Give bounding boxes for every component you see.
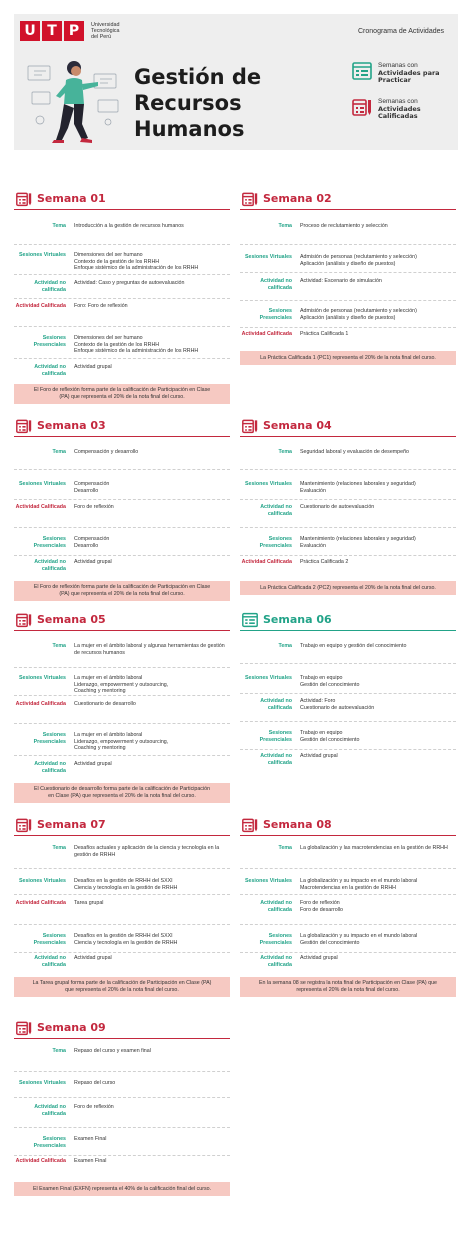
row-label: Actividad no calificada bbox=[34, 761, 66, 774]
row-label: Sesiones Virtuales bbox=[18, 252, 66, 258]
row-value: Repaso del curso y examen final bbox=[74, 1048, 151, 1054]
week-title: Semana 02 bbox=[263, 192, 332, 205]
row-tema bbox=[14, 449, 230, 456]
graded-calendar-icon bbox=[352, 98, 372, 116]
week-card-6 bbox=[240, 609, 456, 809]
row-separator bbox=[240, 749, 456, 750]
row-label: Actividad Calificada bbox=[241, 331, 292, 337]
row-label: Actividad no calificada bbox=[260, 955, 292, 968]
row-value: Actividad: Escenario de simulación bbox=[300, 278, 382, 284]
row-value: Examen Final bbox=[74, 1136, 107, 1142]
week-header bbox=[14, 1017, 230, 1039]
week-note: El Foro de reflexión forma parte de la calificación de Participación en Clase (PA) que representa el 20% de la nota final del curso. bbox=[14, 384, 230, 404]
row-label: Actividad Calificada bbox=[15, 504, 66, 510]
hero-banner bbox=[14, 48, 458, 150]
week-header bbox=[14, 188, 230, 210]
row-virtuales bbox=[240, 675, 456, 688]
row-virtuales bbox=[240, 254, 456, 267]
row-separator bbox=[240, 894, 456, 895]
row-separator bbox=[14, 555, 230, 556]
week-header bbox=[240, 415, 456, 437]
week-card-2 bbox=[240, 188, 456, 388]
row-label: Tema bbox=[278, 845, 292, 851]
row-value: La globalización y su impacto en el mundo laboral Macrotendencias en la gestión de RRHH bbox=[300, 878, 418, 891]
week-note: La Práctica Calificada 2 (PC2) representa el 20% de la nota final del curso. bbox=[240, 581, 456, 595]
week-header bbox=[14, 415, 230, 437]
row-value: Compensación Desarrollo bbox=[74, 536, 110, 549]
week-card-5 bbox=[14, 609, 230, 809]
week-title: Semana 09 bbox=[37, 1021, 106, 1034]
week-title: Semana 06 bbox=[263, 613, 332, 626]
row-separator bbox=[240, 499, 456, 500]
row-label: Tema bbox=[52, 449, 66, 455]
row-separator bbox=[14, 1127, 230, 1128]
row-separator bbox=[14, 1155, 230, 1156]
row-label: Actividad no calificada bbox=[260, 278, 292, 291]
graded-calendar-icon bbox=[242, 191, 258, 207]
week-card-8 bbox=[240, 814, 456, 1014]
row-value: Práctica Calificada 2 bbox=[300, 559, 349, 565]
week-note: El Examen Final (EXFN) representa el 40% de la calificación final del curso. bbox=[14, 1182, 230, 1196]
graded-calendar-icon bbox=[16, 418, 32, 434]
row-value: Actividad: Caso y preguntas de autoevaluación bbox=[74, 280, 185, 286]
row-label: Sesiones Presenciales bbox=[259, 933, 292, 946]
graded-calendar-icon bbox=[16, 191, 32, 207]
practice-calendar-icon bbox=[352, 62, 372, 80]
week-header bbox=[240, 609, 456, 631]
row-value: La mujer en el ámbito laboral y algunas herramientas de gestión de recursos humanos bbox=[74, 643, 225, 656]
row-presenciales bbox=[240, 308, 456, 321]
row-calificada bbox=[14, 504, 230, 511]
row-label: Actividad no calificada bbox=[260, 698, 292, 711]
section-title: Cronograma de Actividades bbox=[358, 27, 444, 35]
row-separator bbox=[240, 527, 456, 528]
row-tema bbox=[240, 449, 456, 456]
row-value: Cuestionario de autoevaluación bbox=[300, 504, 375, 510]
row-separator bbox=[14, 695, 230, 696]
row-separator bbox=[240, 244, 456, 245]
row-label: Actividad no calificada bbox=[260, 900, 292, 913]
row-separator bbox=[240, 469, 456, 470]
row-separator bbox=[14, 952, 230, 953]
row-value: Admisión de personas (reclutamiento y selección) Aplicación (análisis y diseño de puestos) bbox=[300, 308, 417, 321]
row-value: Foro de reflexión Foro de desarrollo bbox=[300, 900, 343, 913]
row-value: Trabajo en equipo Gestión del conocimiento bbox=[300, 675, 360, 688]
graded-calendar-icon bbox=[242, 418, 258, 434]
row-virtuales bbox=[14, 878, 230, 891]
row-virtuales bbox=[14, 481, 230, 494]
row-label: Actividad no calificada bbox=[34, 280, 66, 293]
row-label: Tema bbox=[52, 223, 66, 229]
row-separator bbox=[14, 868, 230, 869]
week-note: El Foro de reflexión forma parte de la calificación de Participación en Clase (PA) que representa el 20% de la nota final del curso. bbox=[14, 581, 230, 601]
week-card-4 bbox=[240, 415, 456, 615]
row-label: Actividad Calificada bbox=[241, 559, 292, 565]
row-tema bbox=[14, 845, 230, 858]
week-title: Semana 04 bbox=[263, 419, 332, 432]
row-value: Trabajo en equipo y gestión del conocimiento bbox=[300, 643, 407, 649]
row-presenciales bbox=[14, 536, 230, 549]
row-separator bbox=[14, 499, 230, 500]
row-value: Seguridad laboral y evaluación de desempeño bbox=[300, 449, 409, 455]
week-title: Semana 08 bbox=[263, 818, 332, 831]
row-label: Actividad Calificada bbox=[15, 701, 66, 707]
row-label: Tema bbox=[52, 643, 66, 649]
logo-name: Universidad Tecnológica del Perú bbox=[91, 22, 120, 40]
row-value: Desafíos en la gestión de RRHH del SXXI Ciencia y tecnología en la gestión de RRHH bbox=[74, 878, 178, 891]
row-separator bbox=[14, 274, 230, 275]
logo-letter-p: P bbox=[64, 21, 84, 41]
row-separator bbox=[240, 693, 456, 694]
row-separator bbox=[240, 721, 456, 722]
row-no-calificada bbox=[14, 280, 230, 293]
course-title: Gestión de Recursos Humanos bbox=[134, 65, 262, 141]
row-no-calificada bbox=[240, 698, 456, 711]
row-label: Sesiones Virtuales bbox=[244, 675, 292, 681]
week-card-3 bbox=[14, 415, 230, 615]
row-label: Tema bbox=[278, 643, 292, 649]
row-calificada bbox=[240, 559, 456, 566]
row-value: La mujer en el ámbito laboral Liderazgo, empowerment y outsourcing, Coaching y mentoring bbox=[74, 732, 169, 751]
row-separator bbox=[14, 358, 230, 359]
row-separator bbox=[240, 924, 456, 925]
row-value: Desafíos en la gestión de RRHH del SXXI Ciencia y tecnología en la gestión de RRHH bbox=[74, 933, 178, 946]
row-separator bbox=[14, 667, 230, 668]
row-separator bbox=[14, 924, 230, 925]
row-label: Actividad no calificada bbox=[34, 955, 66, 968]
row-calificada bbox=[14, 303, 230, 310]
row-value: Trabajo en equipo Gestión del conocimiento bbox=[300, 730, 360, 743]
row-label: Sesiones Virtuales bbox=[18, 481, 66, 487]
row-presenciales bbox=[240, 730, 456, 743]
row-separator bbox=[240, 868, 456, 869]
row-presenciales bbox=[14, 732, 230, 752]
row-no-calificada bbox=[14, 364, 230, 377]
row-presenciales bbox=[14, 335, 230, 355]
row-calificada bbox=[240, 331, 456, 338]
row-label: Sesiones Presenciales bbox=[33, 536, 66, 549]
row-tema bbox=[14, 643, 230, 656]
row-value: Foro de reflexión bbox=[74, 504, 114, 510]
row-calificada bbox=[14, 900, 230, 907]
row-separator bbox=[14, 1097, 230, 1098]
row-value: Actividad grupal bbox=[74, 761, 112, 767]
row-no-calificada bbox=[240, 504, 456, 517]
week-note: La Práctica Calificada 1 (PC1) representa el 20% de la nota final del curso. bbox=[240, 351, 456, 365]
week-card-1 bbox=[14, 188, 230, 400]
legend-graded: Semanas con Actividades Calificadas bbox=[352, 98, 462, 121]
row-separator bbox=[14, 298, 230, 299]
week-header bbox=[240, 814, 456, 836]
row-label: Actividad no calificada bbox=[34, 364, 66, 377]
row-value: Introducción a la gestión de recursos humanos bbox=[74, 223, 184, 229]
row-separator bbox=[240, 300, 456, 301]
row-value: La globalización y su impacto en el mundo laboral Gestión del conocimiento bbox=[300, 933, 418, 946]
row-no-calificada bbox=[14, 1104, 230, 1117]
row-label: Sesiones Presenciales bbox=[259, 730, 292, 743]
row-value: Actividad: Foro Cuestionario de autoevaluación bbox=[300, 698, 375, 711]
row-label: Sesiones Virtuales bbox=[244, 481, 292, 487]
row-label: Actividad Calificada bbox=[15, 900, 66, 906]
row-separator bbox=[14, 755, 230, 756]
row-separator bbox=[240, 327, 456, 328]
row-tema bbox=[240, 643, 456, 650]
row-label: Actividad no calificada bbox=[260, 753, 292, 766]
week-header bbox=[240, 188, 456, 210]
row-separator bbox=[14, 326, 230, 327]
practice-calendar-icon bbox=[242, 612, 258, 628]
row-value: Examen Final bbox=[74, 1158, 107, 1164]
graded-calendar-icon bbox=[16, 1020, 32, 1036]
row-value: Actividad grupal bbox=[74, 559, 112, 565]
row-label: Sesiones Virtuales bbox=[18, 878, 66, 884]
row-no-calificada bbox=[240, 955, 456, 968]
row-virtuales bbox=[14, 252, 230, 272]
row-virtuales bbox=[14, 675, 230, 695]
row-virtuales bbox=[240, 878, 456, 891]
row-label: Tema bbox=[52, 845, 66, 851]
row-value: Tarea grupal bbox=[74, 900, 104, 906]
row-tema bbox=[14, 223, 230, 230]
row-label: Sesiones Presenciales bbox=[33, 1136, 66, 1149]
row-value: Práctica Calificada 1 bbox=[300, 331, 349, 337]
week-header bbox=[14, 814, 230, 836]
row-label: Actividad Calificada bbox=[15, 1158, 66, 1164]
row-virtuales bbox=[14, 1080, 230, 1087]
row-label: Sesiones Presenciales bbox=[33, 335, 66, 348]
row-value: Admisión de personas (reclutamiento y selección) Aplicación (análisis y diseño de puestos) bbox=[300, 254, 417, 267]
row-label: Actividad no calificada bbox=[34, 1104, 66, 1117]
top-bar bbox=[14, 14, 458, 48]
row-presenciales bbox=[240, 536, 456, 549]
row-label: Actividad no calificada bbox=[34, 559, 66, 572]
graded-calendar-icon bbox=[16, 817, 32, 833]
row-label: Tema bbox=[52, 1048, 66, 1054]
row-value: Mantenimiento (relaciones laborales y seguridad) Evaluación bbox=[300, 536, 416, 549]
week-title: Semana 01 bbox=[37, 192, 106, 205]
row-no-calificada bbox=[14, 559, 230, 572]
row-separator bbox=[240, 952, 456, 953]
row-value: Dimensiones del ser humano Contexto de la gestión de los RRHH Enfoque sistémico de la administración de los RRHH bbox=[74, 335, 199, 354]
row-label: Sesiones Presenciales bbox=[259, 536, 292, 549]
row-separator bbox=[14, 244, 230, 245]
row-separator bbox=[14, 894, 230, 895]
row-virtuales bbox=[240, 481, 456, 494]
row-label: Sesiones Presenciales bbox=[259, 308, 292, 321]
row-value: Foro: Foro de reflexión bbox=[74, 303, 128, 309]
week-title: Semana 07 bbox=[37, 818, 106, 831]
row-value: Actividad grupal bbox=[300, 753, 338, 759]
row-separator bbox=[14, 469, 230, 470]
week-note: En la semana 08 se registra la nota final de Participación en Clase (PA) que representa el 20% de la nota final del curso. bbox=[240, 977, 456, 997]
graded-calendar-icon bbox=[16, 612, 32, 628]
row-value: Compensación Desarrollo bbox=[74, 481, 110, 494]
week-title: Semana 03 bbox=[37, 419, 106, 432]
row-separator bbox=[240, 663, 456, 664]
row-value: Actividad grupal bbox=[300, 955, 338, 961]
row-label: Sesiones Virtuales bbox=[244, 254, 292, 260]
row-label: Sesiones Presenciales bbox=[33, 732, 66, 745]
week-note: La Tarea grupal forma parte de la calificación de Participación en Clase (PA) que representa el 20% de la nota final del curso. bbox=[14, 977, 230, 997]
row-value: Cuestionario de desarrollo bbox=[74, 701, 136, 707]
row-label: Sesiones Virtuales bbox=[18, 1080, 66, 1086]
week-header bbox=[14, 609, 230, 631]
row-calificada bbox=[14, 701, 230, 708]
row-separator bbox=[14, 1071, 230, 1072]
row-no-calificada bbox=[240, 753, 456, 766]
graded-calendar-icon bbox=[242, 817, 258, 833]
row-label: Tema bbox=[278, 223, 292, 229]
row-value: Dimensiones del ser humano Contexto de la gestión de los RRHH Enfoque sistémico de la administración de los RRHH bbox=[74, 252, 199, 271]
row-value: Proceso de reclutamiento y selección bbox=[300, 223, 388, 229]
legend-practice: Semanas con Actividades para Practicar bbox=[352, 62, 462, 85]
row-no-calificada bbox=[240, 278, 456, 291]
row-value: Repaso del curso bbox=[74, 1080, 116, 1086]
row-label: Actividad Calificada bbox=[15, 303, 66, 309]
row-no-calificada bbox=[14, 761, 230, 774]
week-card-9 bbox=[14, 1017, 230, 1217]
row-tema bbox=[240, 223, 456, 230]
row-presenciales bbox=[240, 933, 456, 946]
row-tema bbox=[240, 845, 456, 852]
row-no-calificada bbox=[14, 955, 230, 968]
row-separator bbox=[240, 555, 456, 556]
row-separator bbox=[240, 272, 456, 273]
row-value: Actividad grupal bbox=[74, 955, 112, 961]
week-title: Semana 05 bbox=[37, 613, 106, 626]
person-illustration-icon bbox=[20, 52, 128, 148]
row-tema bbox=[14, 1048, 230, 1055]
row-separator bbox=[14, 527, 230, 528]
row-value: Desafíos actuales y aplicación de la ciencia y tecnología en la gestión de RRHH bbox=[74, 845, 220, 858]
row-value: Compensación y desarrollo bbox=[74, 449, 139, 455]
row-value: Mantenimiento (relaciones laborales y seguridad) Evaluación bbox=[300, 481, 416, 494]
row-label: Tema bbox=[278, 449, 292, 455]
utp-logo bbox=[20, 21, 141, 41]
row-value: Foro de reflexión bbox=[74, 1104, 114, 1110]
row-separator bbox=[14, 723, 230, 724]
row-presenciales bbox=[14, 1136, 230, 1149]
row-label: Actividad no calificada bbox=[260, 504, 292, 517]
row-label: Sesiones Virtuales bbox=[244, 878, 292, 884]
row-no-calificada bbox=[240, 900, 456, 913]
row-presenciales bbox=[14, 933, 230, 946]
logo-letter-t: T bbox=[42, 21, 62, 41]
row-label: Sesiones Virtuales bbox=[18, 675, 66, 681]
row-value: Actividad grupal bbox=[74, 364, 112, 370]
logo-letter-u: U bbox=[20, 21, 40, 41]
row-calificada bbox=[14, 1158, 230, 1165]
row-value: La globalización y las macrotendencias en la gestión de RRHH bbox=[300, 845, 448, 851]
week-card-7 bbox=[14, 814, 230, 1014]
row-label: Sesiones Presenciales bbox=[33, 933, 66, 946]
row-value: La mujer en el ámbito laboral Liderazgo, empowerment y outsourcing, Coaching y mentoring bbox=[74, 675, 169, 694]
week-note: El Cuestionario de desarrollo forma parte de la calificación de Participación en Clase (PA) que representa el 20% de la nota final del curso. bbox=[14, 783, 230, 803]
